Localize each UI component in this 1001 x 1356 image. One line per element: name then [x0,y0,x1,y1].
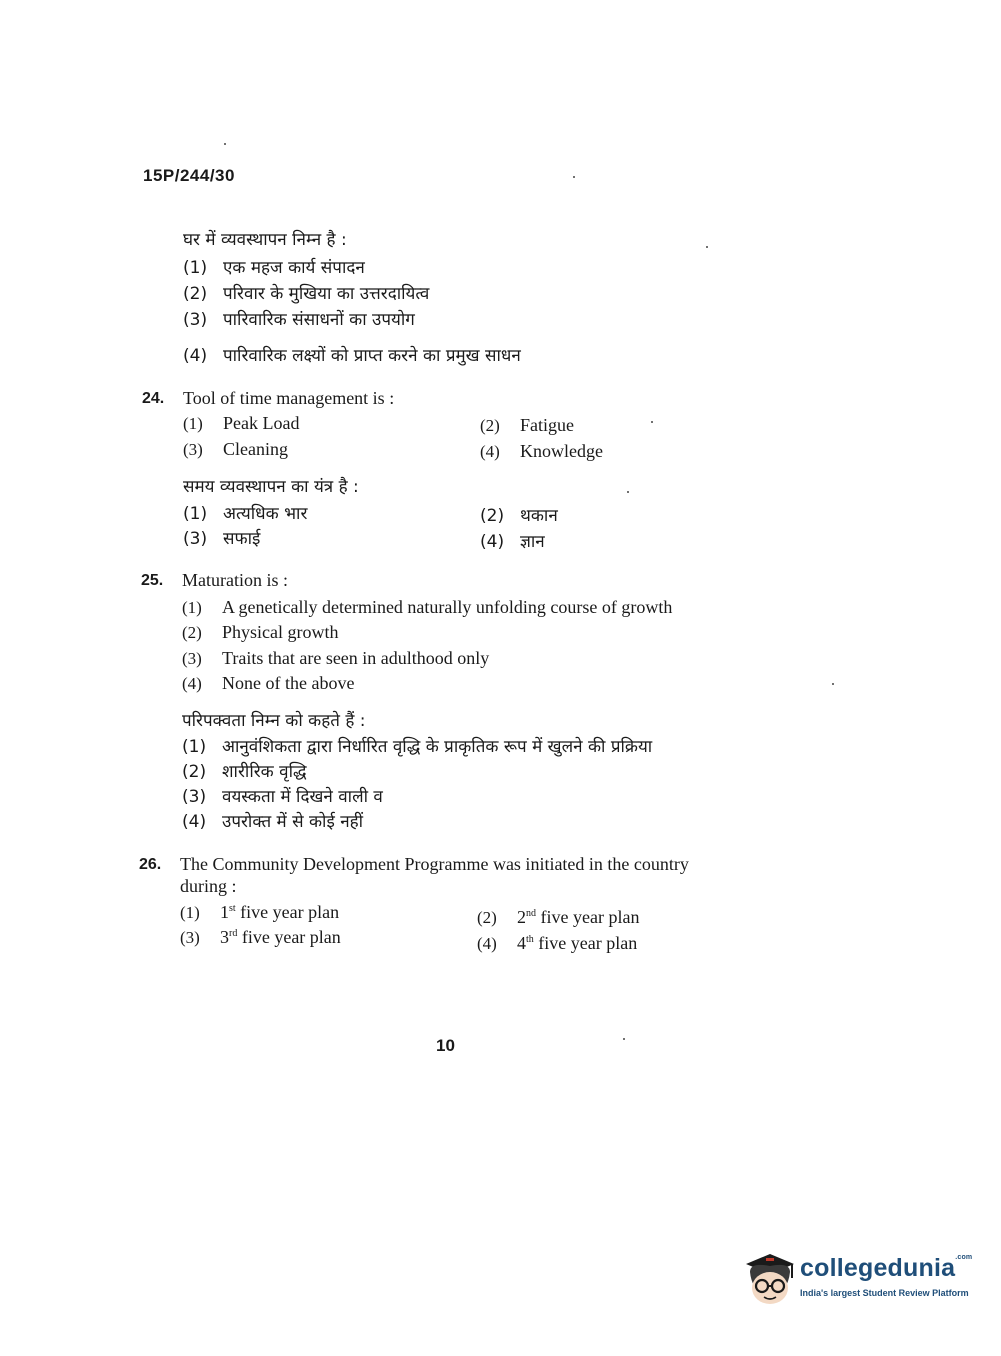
scan-speck [832,683,834,685]
q24-hindi-option: (2) थकान [480,506,558,526]
scan-speck [627,491,629,493]
collegedunia-mascot-icon [740,1248,798,1312]
q25-option: (4) None of the above [182,673,355,693]
q23-hindi-option: (4) पारिवारिक लक्ष्यों को प्राप्त करने का प्रमुख साधन [183,346,521,366]
q26-option: (2) 2nd five year plan [477,907,640,927]
q25-option: (3) Traits that are seen in adulthood only [182,648,490,668]
q23-hindi-option: (2) परिवार के मुखिया का उत्तरदायित्व [183,284,430,304]
q26-stem-line2: during : [180,876,237,896]
q24-option: (3) Cleaning [183,439,288,459]
q26-option: (3) 3rd five year plan [180,927,341,947]
q25-hindi-option: (4) उपरोक्त में से कोई नहीं [182,812,364,832]
collegedunia-brand: collegedunia$^{.com}$ [800,1254,973,1282]
q25-number: 25. [141,572,164,589]
q25-option: (1) A genetically determined naturally unfolding course of growth [182,597,673,617]
q25-hindi-option: (1) आनुवंशिकता द्वारा निर्धारित वृद्धि के प्राकृतिक रूप में खुलने की प्रक्रिया [182,737,653,757]
q24-option: (2) Fatigue [480,415,574,435]
scan-speck [224,143,226,145]
q25-hindi-option: (3) वयस्कता में दिखने वाली व [182,787,383,807]
paper-code: 15P/244/30 [143,166,235,185]
q24-hindi-stem: समय व्यवस्थापन का यंत्र है : [183,477,359,497]
q26-option: (4) 4th five year plan [477,933,638,953]
q23-hindi-stem: घर में व्यवस्थापन निम्न है : [183,230,347,250]
q25-hindi-option: (2) शारीरिक वृद्धि [182,762,307,782]
scan-speck [706,246,708,248]
q24-option: (4) Knowledge [480,441,603,461]
q23-hindi-option: (1) एक महज कार्य संपादन [183,258,365,278]
q25-stem: Maturation is : [182,570,288,590]
q24-hindi-option: (4) ज्ञान [480,532,545,552]
q26-number: 26. [139,856,162,873]
q26-option: (1) 1st five year plan [180,902,340,922]
scan-speck [623,1038,625,1040]
q23-hindi-option: (3) पारिवारिक संसाधनों का उपयोग [183,310,415,330]
q26-stem-line1: The Community Development Programme was initiated in the country [180,854,689,874]
q25-option: (2) Physical growth [182,622,339,642]
scan-speck [651,421,653,423]
q24-number: 24. [142,390,165,407]
q24-hindi-option: (3) सफाई [183,529,261,549]
q24-stem: Tool of time management is : [183,388,395,408]
q24-option: (1) Peak Load [183,413,300,433]
scan-speck [573,176,575,178]
collegedunia-watermark [740,1248,973,1312]
q25-hindi-stem: परिपक्वता निम्न को कहते हैं : [182,711,366,731]
collegedunia-tagline: India's largest Student Review Platform [800,1288,969,1298]
page-number: 10 [436,1036,455,1055]
q24-hindi-option: (1) अत्यधिक भार [183,504,308,524]
